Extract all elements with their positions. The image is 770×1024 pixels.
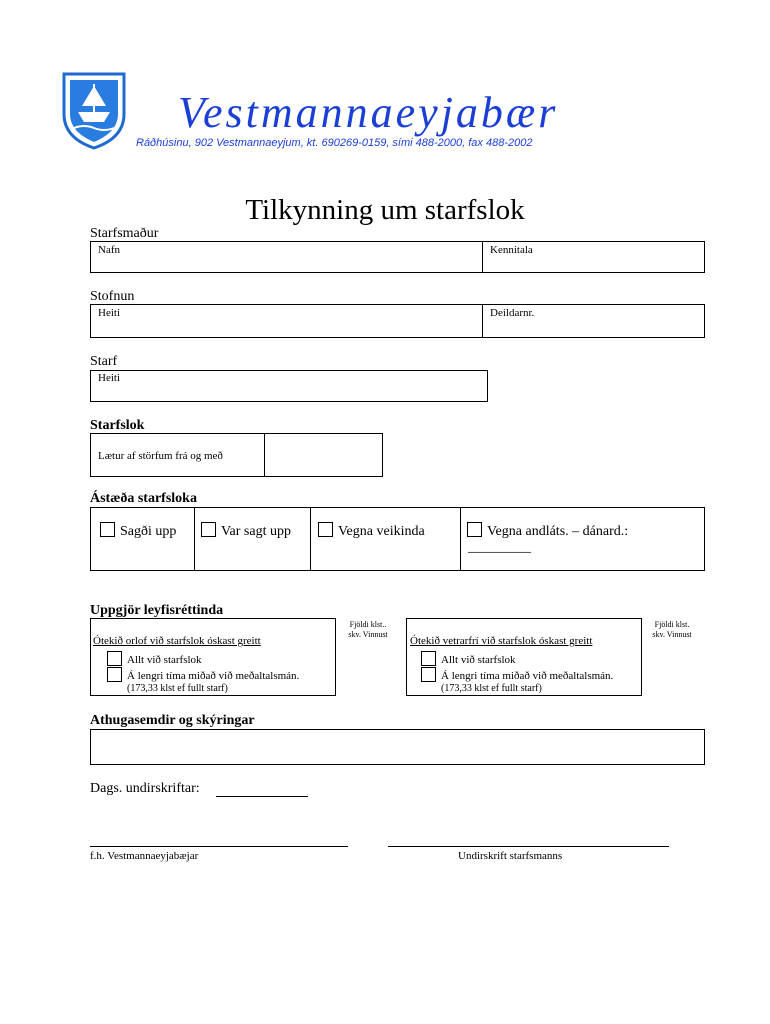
death-date-field[interactable]: _________ (468, 540, 531, 555)
checkbox-icon[interactable] (107, 667, 122, 682)
org-name: Vestmannaeyjabær (178, 88, 559, 137)
reason-option-label: Vegna veikinda (338, 524, 425, 539)
signature-date-label: Dags. undirskriftar: (90, 781, 200, 796)
coat-of-arms-logo (62, 72, 126, 150)
termination-date-field[interactable] (266, 435, 381, 475)
hours-label-line1: Fjöldi klst. (654, 620, 690, 629)
page-title: Tilkynning um starfslok (245, 194, 525, 226)
signature-line-right (388, 846, 669, 847)
job-section-label: Starf (90, 354, 118, 369)
signature-right-caption: Undirskrift starfsmanns (458, 850, 563, 862)
leave-right-title: Ótekið vetrarfrí við starfslok óskast greitt (410, 635, 593, 647)
leave-section-label: Uppgjör leyfisréttinda (90, 603, 224, 618)
institution-box (90, 304, 705, 338)
option-label: Allt við starfslok (127, 654, 202, 666)
leave-right-note: (173,33 klst ef fullt starf) (441, 683, 542, 694)
employee-divider (482, 241, 483, 273)
checkbox-icon[interactable] (201, 522, 216, 537)
reason-section-label: Ástæða starfsloka (90, 491, 197, 506)
employee-section-label: Starfsmaður (90, 226, 159, 241)
option-label: Allt við starfslok (441, 654, 516, 666)
leave-left-note: (173,33 klst ef fullt starf) (127, 683, 228, 694)
employee-box (90, 241, 705, 273)
reason-divider-2 (310, 507, 311, 571)
institution-dept-field[interactable]: Deildarnr. (490, 307, 535, 319)
reason-option-dismissed[interactable] (201, 522, 291, 540)
reason-option-label: Vegna andláts. – dánard.: (487, 524, 629, 539)
termination-section-label: Starfslok (90, 418, 145, 433)
employee-name-field[interactable]: Nafn (98, 244, 120, 256)
leave-left-option-spread[interactable] (107, 667, 299, 682)
checkbox-icon[interactable] (421, 651, 436, 666)
job-name-label: Heiti (98, 372, 120, 384)
hours-label-line2: skv. Vinnust (348, 630, 388, 639)
checkbox-icon[interactable] (421, 667, 436, 682)
comments-field[interactable] (90, 729, 705, 765)
leave-left-title: Ótekið orlof við starfslok óskast greitt (93, 635, 261, 647)
leave-right-hours-header (642, 620, 702, 640)
leave-left-option-all[interactable] (107, 651, 202, 666)
leave-right-option-all[interactable] (421, 651, 516, 666)
reason-option-resigned[interactable] (100, 522, 176, 540)
hours-label-line1: Fjöldi klst.. (349, 620, 387, 629)
reason-divider-3 (460, 507, 461, 571)
org-address: Ráðhúsinu, 902 Vestmannaeyjum, kt. 690269-0159, sími 488-2000, fax 488-2002 (136, 137, 533, 149)
signature-left-caption: f.h. Vestmannaeyjabæjar (90, 850, 199, 862)
reason-option-illness[interactable] (318, 522, 425, 540)
option-label: Á lengri tíma miðað við meðaltalsmán. (441, 670, 614, 682)
checkbox-icon[interactable] (467, 522, 482, 537)
signature-line-left (90, 846, 348, 847)
leave-right-option-spread[interactable] (421, 667, 613, 682)
comments-section-label: Athugasemdir og skýringar (90, 713, 255, 728)
leave-left-hours-header (336, 620, 400, 640)
signature-date-field[interactable] (216, 780, 308, 797)
reason-option-label: Sagði upp (120, 524, 177, 539)
institution-section-label: Stofnun (90, 289, 135, 304)
leave-left-hours-field[interactable] (336, 642, 400, 692)
employee-id-field[interactable]: Kennitala (490, 244, 533, 256)
institution-divider (482, 304, 483, 338)
institution-name-field[interactable]: Heiti (98, 307, 120, 319)
job-name-field[interactable] (90, 370, 488, 402)
termination-label: Lætur af störfum frá og með (98, 450, 223, 462)
reason-option-label: Var sagt upp (221, 524, 291, 539)
hours-label-line2: skv. Vinnust (652, 630, 692, 639)
termination-divider (264, 433, 265, 477)
checkbox-icon[interactable] (100, 522, 115, 537)
leave-right-hours-field[interactable] (642, 642, 702, 692)
option-label: Á lengri tíma miðað við meðaltalsmán. (127, 670, 300, 682)
checkbox-icon[interactable] (107, 651, 122, 666)
reason-option-death[interactable] (467, 522, 628, 540)
reason-divider-1 (194, 507, 195, 571)
checkbox-icon[interactable] (318, 522, 333, 537)
